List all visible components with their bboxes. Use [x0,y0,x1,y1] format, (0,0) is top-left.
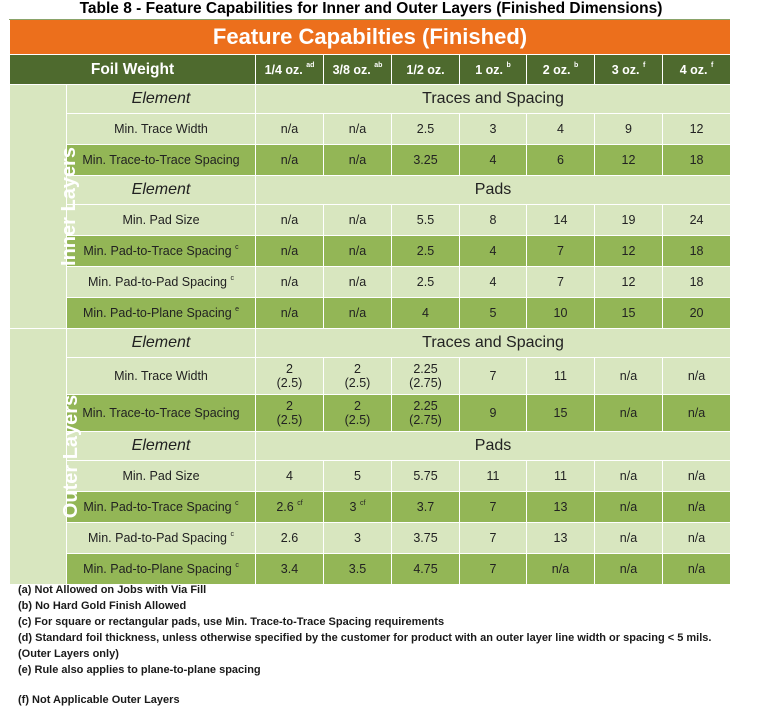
value-text: 7 [489,531,497,545]
row-label [67,554,256,585]
row-label-text: Min. Pad-to-Pad Spacing [88,275,227,289]
value-cell: 3.25 [392,145,460,176]
value-cell: n/a [256,114,324,145]
value-primary: 2 [286,362,293,376]
footnote-4: (e) Rule also applies to plane-to-plane spacing [18,664,261,676]
value-cell [460,554,527,585]
row-label [67,492,256,523]
value-cell: 12 [595,236,663,267]
element-label: Element [67,329,256,358]
value-primary: 7 [489,369,497,383]
value-cell: 19 [595,205,663,236]
value-cell [527,358,595,395]
value-text: 11 [554,469,567,483]
value-cell [595,492,663,523]
row-label-text: Min. Trace Width [114,122,208,136]
value-cell [460,395,527,432]
value-text: n/a [687,531,706,545]
value-cell [392,554,460,585]
value-cell [324,395,392,432]
row-label [67,523,256,554]
value-text: n/a [619,469,638,483]
row-label [67,114,256,145]
footnote-cut: (f) Not Applicable Outer Layers [18,694,180,706]
weight-footnote-ref: f [642,62,646,70]
value-primary: 11 [554,369,567,383]
value-cell [527,523,595,554]
value-text: 11 [486,469,500,483]
table-row [10,114,731,145]
feature-capabilities-table [9,19,731,585]
value-cell [595,554,663,585]
outer-layers-side-label [10,329,83,585]
weight-label: 1/4 oz. [264,62,303,77]
value-cell: 7 [527,236,595,267]
row-label [67,395,256,432]
value-secondary: (2.5) [344,413,371,427]
value-cell [460,523,527,554]
value-text: 3.75 [413,531,438,545]
value-text: n/a [687,500,706,514]
value-text: 3.4 [280,562,299,576]
value-cell: 6 [527,145,595,176]
value-footnote-ref: cf [297,499,303,507]
value-cell [460,492,527,523]
group-title: Traces and Spacing [256,329,731,358]
foil-weight-header: Foil Weight [10,55,256,85]
value-cell: 4 [392,298,460,329]
value-cell [256,492,324,523]
weight-label: 4 oz. [679,62,708,77]
table-row [10,358,731,395]
value-cell: 2.5 [392,114,460,145]
table-row [10,145,731,176]
weight-footnote-ref: ab [374,62,383,70]
value-cell: n/a [324,205,392,236]
value-text: 13 [553,531,568,545]
footnote-3: (d) Standard foil thickness, unless otherwise specified by the customer for product with an outer layer line width or spacing < 5 mils. (Outer Layers only) [18,632,712,660]
value-primary: n/a [687,406,706,420]
value-primary: 2 [286,399,293,413]
row-label [67,298,256,329]
value-cell [324,461,392,492]
row-label-text: Min. Trace-to-Trace Spacing [82,406,240,420]
value-cell [324,523,392,554]
value-cell [595,523,663,554]
element-label: Element [67,432,256,461]
side-label-text: Inner Layers [57,147,80,266]
value-cell: n/a [256,205,324,236]
table-row [10,205,731,236]
value-cell: 18 [663,236,731,267]
value-primary: n/a [619,406,638,420]
row-label-text: Min. Pad-to-Plane Spacing [82,306,232,320]
value-cell: 5 [460,298,527,329]
value-text: 13 [553,500,568,514]
row-label-text: Min. Pad-to-Trace Spacing [83,500,232,514]
value-cell: 20 [663,298,731,329]
value-cell [460,358,527,395]
weight-footnote-ref: b [506,62,511,70]
inner-layers-side-label [10,85,80,329]
value-cell [527,554,595,585]
weight-header-1 [324,55,392,85]
value-secondary: (2.75) [409,376,442,390]
table-caption: Table 8 - Feature Capabilities for Inner and Outer Layers (Finished Dimensions) [79,0,663,17]
table-row [10,461,731,492]
value-cell [392,492,460,523]
element-label: Element [67,85,256,114]
value-cell: 14 [527,205,595,236]
value-cell: 9 [595,114,663,145]
weight-header-3 [460,55,527,85]
row-label [67,236,256,267]
row-label-text: Min. Pad-to-Trace Spacing [83,244,232,258]
value-cell [460,461,527,492]
weight-header-2 [392,55,460,85]
weight-header-4 [527,55,595,85]
value-cell: n/a [324,298,392,329]
row-label [67,145,256,176]
value-text: 3 [354,531,361,545]
value-primary: 15 [553,406,568,420]
value-secondary: (2.5) [344,376,371,390]
value-cell [663,523,731,554]
value-cell [663,358,731,395]
value-primary: 9 [489,406,497,420]
row-label [67,461,256,492]
value-secondary: (2.5) [276,376,303,390]
value-cell [595,358,663,395]
value-cell [595,461,663,492]
value-cell [324,492,392,523]
weight-header-5 [595,55,663,85]
row-footnote-ref: c [230,274,234,282]
value-text: n/a [551,562,570,576]
value-cell [324,358,392,395]
row-label-text: Min. Pad-to-Pad Spacing [88,531,227,545]
value-cell: 12 [595,267,663,298]
side-label-text: Outer Layers [60,394,83,519]
row-label [67,205,256,236]
footnote-0: (a) Not Allowed on Jobs with Via Fill [18,584,207,596]
value-cell: 2.5 [392,267,460,298]
row-footnote-ref: c [235,243,239,251]
value-text: n/a [687,469,706,483]
element-label: Element [67,176,256,205]
weight-footnote-ref: b [574,62,579,70]
value-cell [663,554,731,585]
value-cell: 12 [595,145,663,176]
value-cell: 18 [663,145,731,176]
group-title: Pads [256,176,731,205]
value-cell [392,395,460,432]
value-cell: n/a [256,236,324,267]
value-text: 4 [286,469,293,483]
group-title: Traces and Spacing [256,85,731,114]
subheader-row [10,432,731,461]
table-row [10,554,731,585]
weight-label: 3/8 oz. [332,62,371,77]
value-text: n/a [619,531,638,545]
value-cell: 4 [460,236,527,267]
table-row [10,523,731,554]
value-cell: 5.5 [392,205,460,236]
value-text: 7 [489,500,497,514]
value-cell [663,461,731,492]
value-cell: n/a [324,114,392,145]
value-cell: 18 [663,267,731,298]
value-cell: n/a [324,236,392,267]
value-primary: 2 [354,399,361,413]
weight-footnote-ref: f [710,62,714,70]
value-text: 3 [349,500,357,514]
value-cell: 3 [460,114,527,145]
value-cell [663,395,731,432]
value-cell: n/a [324,267,392,298]
value-cell [256,358,324,395]
value-cell: 15 [595,298,663,329]
row-label-text: Min. Pad Size [122,213,200,227]
value-cell: 4 [460,145,527,176]
weight-label: 1 oz. [475,62,504,77]
value-cell: 8 [460,205,527,236]
value-footnote-ref: cf [359,499,366,507]
row-label-text: Min. Pad Size [122,469,200,483]
row-footnote-ref: c [235,499,239,507]
table-row [10,395,731,432]
weight-label: 3 oz. [611,62,640,77]
value-primary: n/a [687,369,706,383]
weight-label: 2 oz. [542,62,571,77]
row-footnote-ref: e [235,305,240,313]
value-cell: 4 [460,267,527,298]
row-label-text: Min. Trace Width [114,369,208,383]
value-cell [324,554,392,585]
value-text: 3.7 [416,500,435,514]
value-text: 2.6 [280,531,299,545]
value-cell [392,358,460,395]
value-cell [392,523,460,554]
value-cell [595,395,663,432]
value-cell [392,461,460,492]
value-cell: 10 [527,298,595,329]
row-footnote-ref: c [230,530,234,538]
row-label-text: Min. Trace-to-Trace Spacing [82,153,240,167]
value-cell: 12 [663,114,731,145]
value-cell: 24 [663,205,731,236]
table-row [10,236,731,267]
value-text: n/a [619,562,638,576]
table-row [10,492,731,523]
value-cell [256,395,324,432]
subheader-row [10,176,731,205]
group-title: Pads [256,432,731,461]
weight-label: 1/2 oz. [406,62,445,77]
value-text: n/a [619,500,638,514]
value-cell: n/a [256,267,324,298]
value-primary: 2.25 [413,362,438,376]
value-text: 2.6 [276,500,294,514]
value-primary: 2.25 [413,399,438,413]
table-banner: Feature Capabilties (Finished) [10,20,731,55]
value-cell [256,554,324,585]
row-footnote-ref: c [235,561,239,569]
row-label-text: Min. Pad-to-Plane Spacing [83,562,232,576]
subheader-row [10,329,731,358]
value-text: 7 [489,562,497,576]
value-cell [256,523,324,554]
table-row [10,298,731,329]
value-secondary: (2.75) [409,413,442,427]
row-label [67,358,256,395]
footnote-2: (c) For square or rectangular pads, use Min. Trace-to-Trace Spacing requirements [18,616,445,628]
value-cell: n/a [324,145,392,176]
value-text: n/a [687,562,706,576]
value-primary: n/a [619,369,638,383]
value-cell: 7 [527,267,595,298]
subheader-row [10,85,731,114]
value-text: 3.5 [348,562,367,576]
value-cell: n/a [256,145,324,176]
value-cell: n/a [256,298,324,329]
value-cell [256,461,324,492]
value-text: 4.75 [413,562,438,576]
value-text: 5 [354,469,361,483]
weight-header-0 [256,55,324,85]
table-row [10,267,731,298]
weight-footnote-ref: ad [306,62,315,70]
value-cell: 2.5 [392,236,460,267]
value-cell [663,492,731,523]
value-primary: 2 [354,362,361,376]
weight-header-6 [663,55,731,85]
footnote-1: (b) No Hard Gold Finish Allowed [18,600,187,612]
value-cell [527,492,595,523]
value-text: 5.75 [413,469,438,483]
value-cell: 4 [527,114,595,145]
value-cell [527,461,595,492]
footnotes [18,582,738,678]
row-label [67,267,256,298]
value-secondary: (2.5) [276,413,303,427]
value-cell [527,395,595,432]
